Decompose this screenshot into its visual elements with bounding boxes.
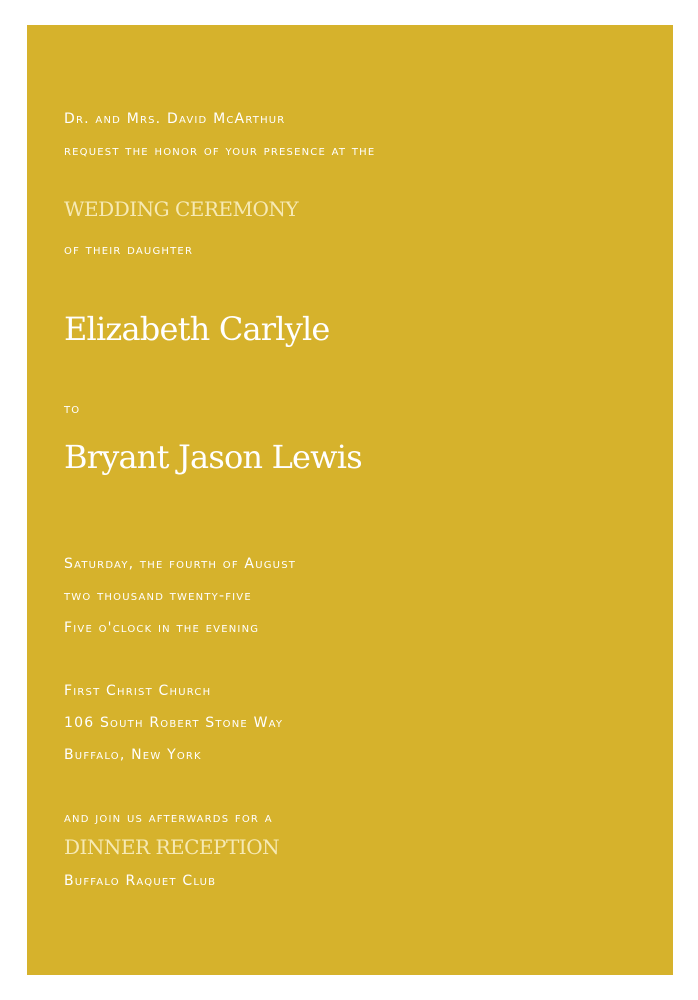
reception-venue: Buffalo Raquet Club [64, 873, 217, 889]
bride-name: Elizabeth Carlyle [64, 310, 330, 348]
daughter-line: of their daughter [64, 242, 194, 258]
reception-intro: and join us afterwards for a [64, 810, 273, 826]
to-line: to [64, 401, 81, 417]
year-line: two thousand twenty-five [64, 588, 252, 604]
venue-address: 106 South Robert Stone Way [64, 715, 284, 731]
venue-city: Buffalo, New York [64, 747, 202, 763]
request-line: request the honor of your presence at the [64, 143, 376, 159]
time-line: Five o'clock in the evening [64, 620, 260, 636]
hosts-line: Dr. and Mrs. David McArthur [64, 111, 286, 127]
date-line: Saturday, the fourth of August [64, 556, 297, 572]
invitation-card [27, 25, 673, 975]
groom-name: Bryant Jason Lewis [64, 438, 362, 476]
reception-heading: DINNER RECEPTION [64, 835, 280, 859]
ceremony-heading: WEDDING CEREMONY [64, 197, 299, 221]
venue-name: First Christ Church [64, 683, 212, 699]
